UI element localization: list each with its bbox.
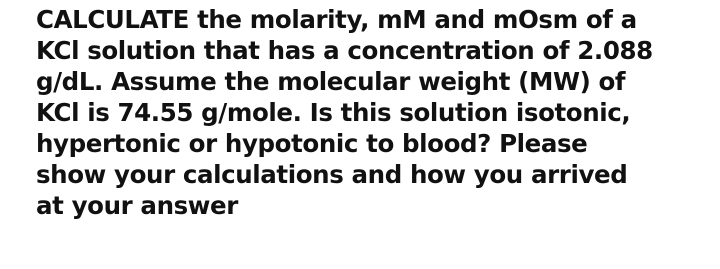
question-line: KCl solution that has a concentration of 2.088 [36, 36, 653, 65]
question-line: CALCULATE the molarity, mM and mOsm of a [36, 5, 637, 34]
question-line: KCl is 74.55 g/mole. Is this solution isotonic, [36, 98, 631, 127]
question-line: g/dL. Assume the molecular weight (MW) of [36, 67, 626, 96]
question-line: show your calculations and how you arrived [36, 160, 628, 189]
question-text [36, 4, 706, 221]
question-line: at your answer [36, 191, 238, 220]
question-line: hypertonic or hypotonic to blood? Please [36, 129, 588, 158]
